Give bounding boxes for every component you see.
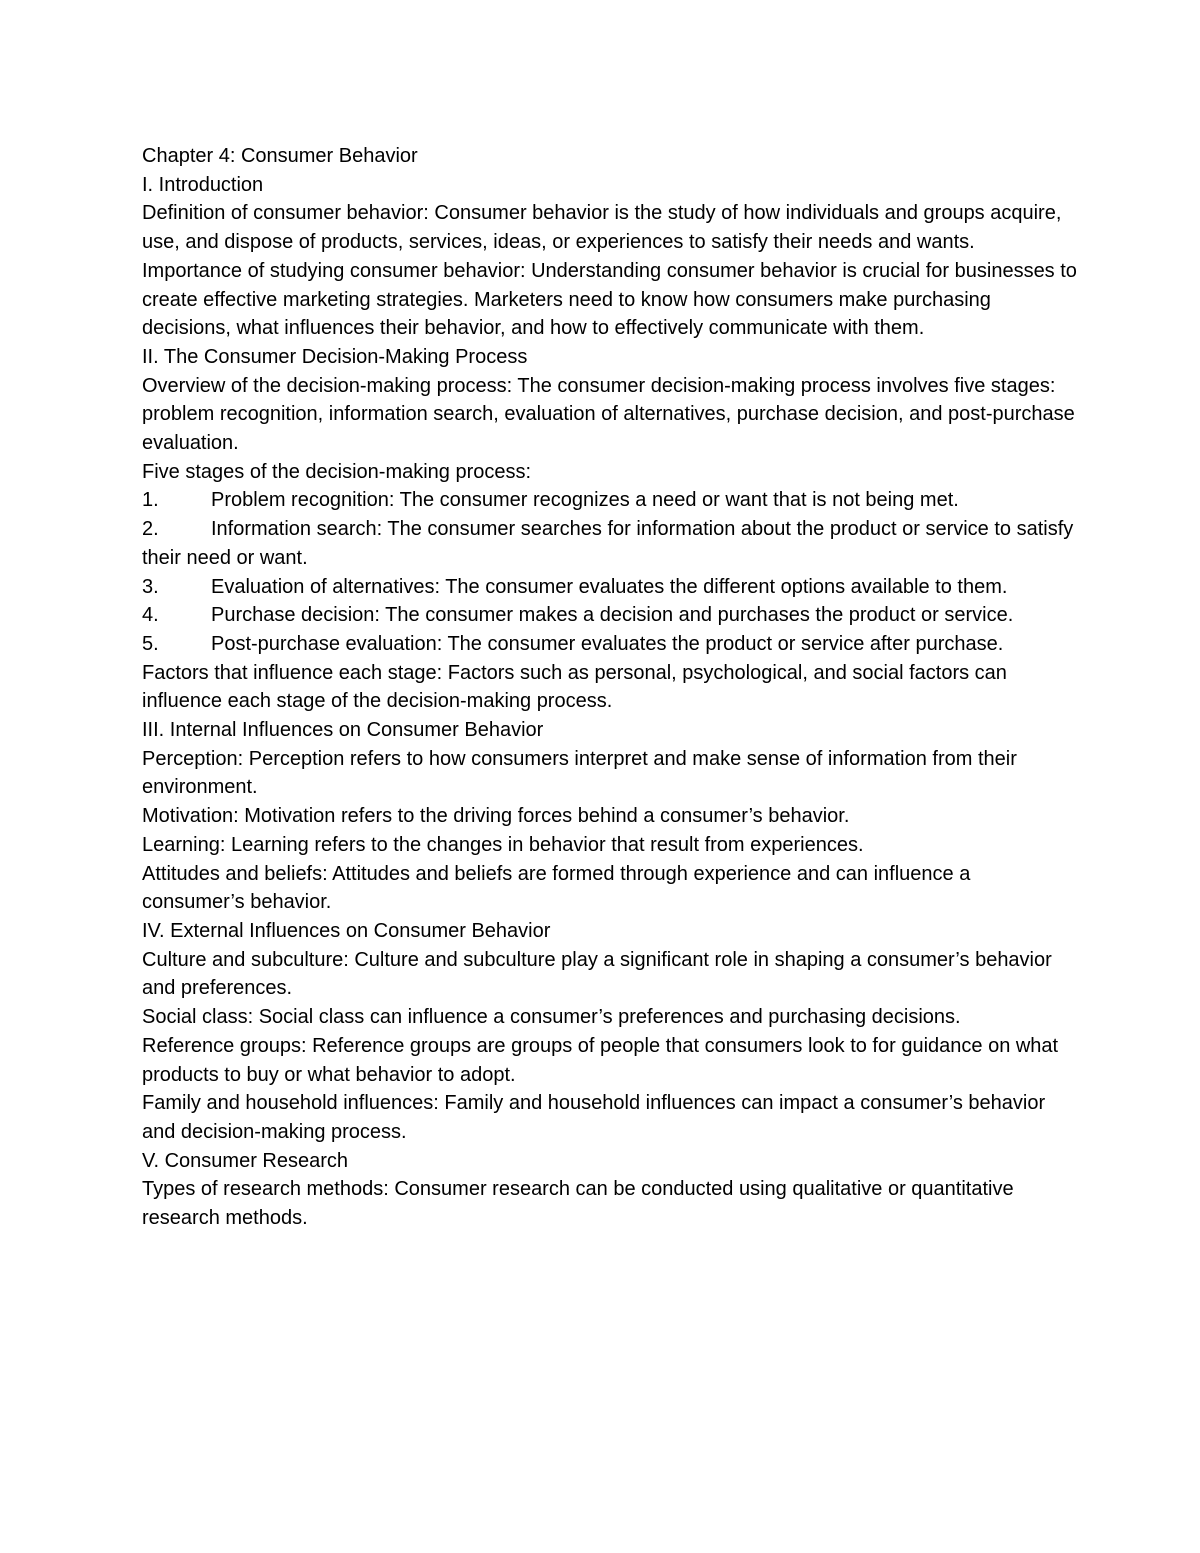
list-item-text: Problem recognition: The consumer recognizes a need or want that is not being met. [211,489,959,512]
paragraph-reference-groups: Reference groups: Reference groups are groups of people that consumers look to for guidance on what products to buy or what behavior to adopt. [142,1034,1059,1086]
list-item-text: Post-purchase evaluation: The consumer evaluates the product or service after purchase. [211,632,1004,655]
paragraph-learning: Learning: Learning refers to the changes in behavior that result from experiences. [142,833,864,856]
paragraph-social-class: Social class: Social class can influence a consumer’s preferences and purchasing decisions. [142,1006,961,1029]
paragraph-stages-intro: Five stages of the decision-making process: [142,460,532,483]
paragraph-family: Family and household influences: Family and household influences can impact a consumer’s behavior and decision-making process. [142,1092,1046,1143]
list-item-stage-2 [142,515,1077,572]
document-title: Chapter 4: Consumer Behavior [142,145,418,167]
section-heading-internal-influences: III. Internal Influences on Consumer Behavior [142,719,544,742]
paragraph-motivation: Motivation: Motivation refers to the driving forces behind a consumer’s behavior. [142,805,850,828]
paragraph-factors: Factors that influence each stage: Factors such as personal, psychological, and social factors can influence each stage of the decision-making process. [142,661,1007,713]
section-heading-external-influences: IV. External Influences on Consumer Behavior [142,919,551,942]
paragraph-research-types: Types of research methods: Consumer research can be conducted using qualitative or quantitative research methods. [142,1178,1014,1230]
section-heading-consumer-research: V. Consumer Research [142,1149,349,1172]
paragraph-overview: Overview of the decision-making process: The consumer decision-making process involves five stages: problem recognition, information search, evaluation of alternatives, purchase decision, and post-purchase evaluation. [142,374,1075,455]
list-item-text: Information search: The consumer searches for information about the product or service to satisfy their need or want. [142,518,1074,569]
list-item-text: Purchase decision: The consumer makes a decision and purchases the product or service. [211,604,1014,627]
list-item-number: 5. [142,632,159,655]
paragraph-perception: Perception: Perception refers to how consumers interpret and make sense of information from their environment. [142,747,1017,799]
list-item-stage-1 [142,486,1077,515]
document-body [142,142,1077,1233]
list-item-number: 2. [142,518,159,541]
list-item-stage-5 [142,630,1077,659]
list-item-text: Evaluation of alternatives: The consumer evaluates the different options available to them. [211,575,1008,598]
paragraph-importance: Importance of studying consumer behavior: Understanding consumer behavior is crucial for businesses to create effective marketing strategies. Marketers need to know how consumers make purchasing decisions, what influences their behavior, and how to effectively communicate with them. [142,259,1077,340]
section-heading-decision-process: II. The Consumer Decision-Making Process [142,345,528,368]
list-item-number: 1. [142,489,159,512]
paragraph-attitudes: Attitudes and beliefs: Attitudes and beliefs are formed through experience and can influence a consumer’s behavior. [142,862,971,914]
list-item-stage-4 [142,601,1077,630]
list-item-stage-3 [142,573,1077,602]
list-item-number: 4. [142,604,159,627]
list-item-number: 3. [142,575,159,598]
paragraph-definition: Definition of consumer behavior: Consumer behavior is the study of how individuals and groups acquire, use, and dispose of products, services, ideas, or experiences to satisfy their needs and wants. [142,202,1062,254]
section-heading-introduction: I. Introduction [142,173,264,196]
paragraph-culture: Culture and subculture: Culture and subculture play a significant role in shaping a consumer’s behavior and preferences. [142,948,1052,1000]
